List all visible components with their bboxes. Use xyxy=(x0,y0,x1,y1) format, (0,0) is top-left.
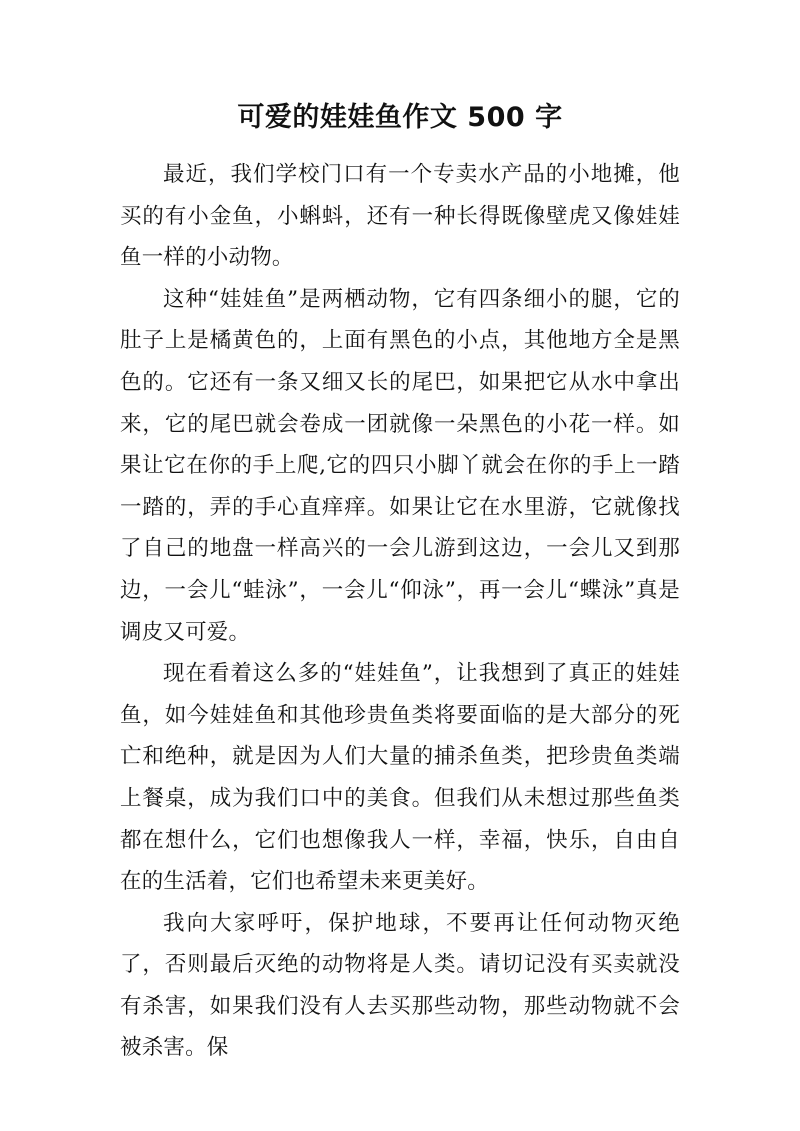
paragraph-3: 现在看着这么多的“娃娃鱼”，让我想到了真正的娃娃鱼，如今娃娃鱼和其他珍贵鱼类将要面临的是大部分的死亡和绝种，就是因为人们大量的捕杀鱼类，把珍贵鱼类端上餐桌，成为我们口中的美食。但我们从未想过那些鱼类都在想什么，它们也想像我人一样，幸福，快乐，自由自在的生活着，它们也希望未来更美好。 xyxy=(120,661,680,895)
document-title: 可爱的娃娃鱼作文 500 字 xyxy=(237,102,563,133)
paragraph-4: 我向大家呼吁，保护地球，不要再让任何动物灭绝了，否则最后灭绝的动物将是人类。请切记没有买卖就没有杀害，如果我们没有人去买那些动物，那些动物就不会被杀害。保 xyxy=(120,910,680,1061)
paragraph-2: 这种“娃娃鱼”是两栖动物，它有四条细小的腿，它的肚子上是橘黄色的，上面有黑色的小点，其他地方全是黑色的。它还有一条又细又长的尾巴，如果把它从水中拿出来，它的尾巴就会卷成一团就像一朵黑色的小花一样。如果让它在你的手上爬,它的四只小脚丫就会在你的手上一踏一踏的，弄的手心直痒痒。如果让它在水里游，它就像找了自己的地盘一样高兴的一会儿游到这边，一会儿又到那边，一会儿“蛙泳”，一会儿“仰泳”，再一会儿“蝶泳”真是调皮又可爱。 xyxy=(120,286,680,645)
document-body xyxy=(120,154,680,1069)
paragraph-1: 最近，我们学校门口有一个专卖水产品的小地摊，他买的有小金鱼，小蝌蚪，还有一种长得既像壁虎又像娃娃鱼一样的小动物。 xyxy=(120,162,680,271)
